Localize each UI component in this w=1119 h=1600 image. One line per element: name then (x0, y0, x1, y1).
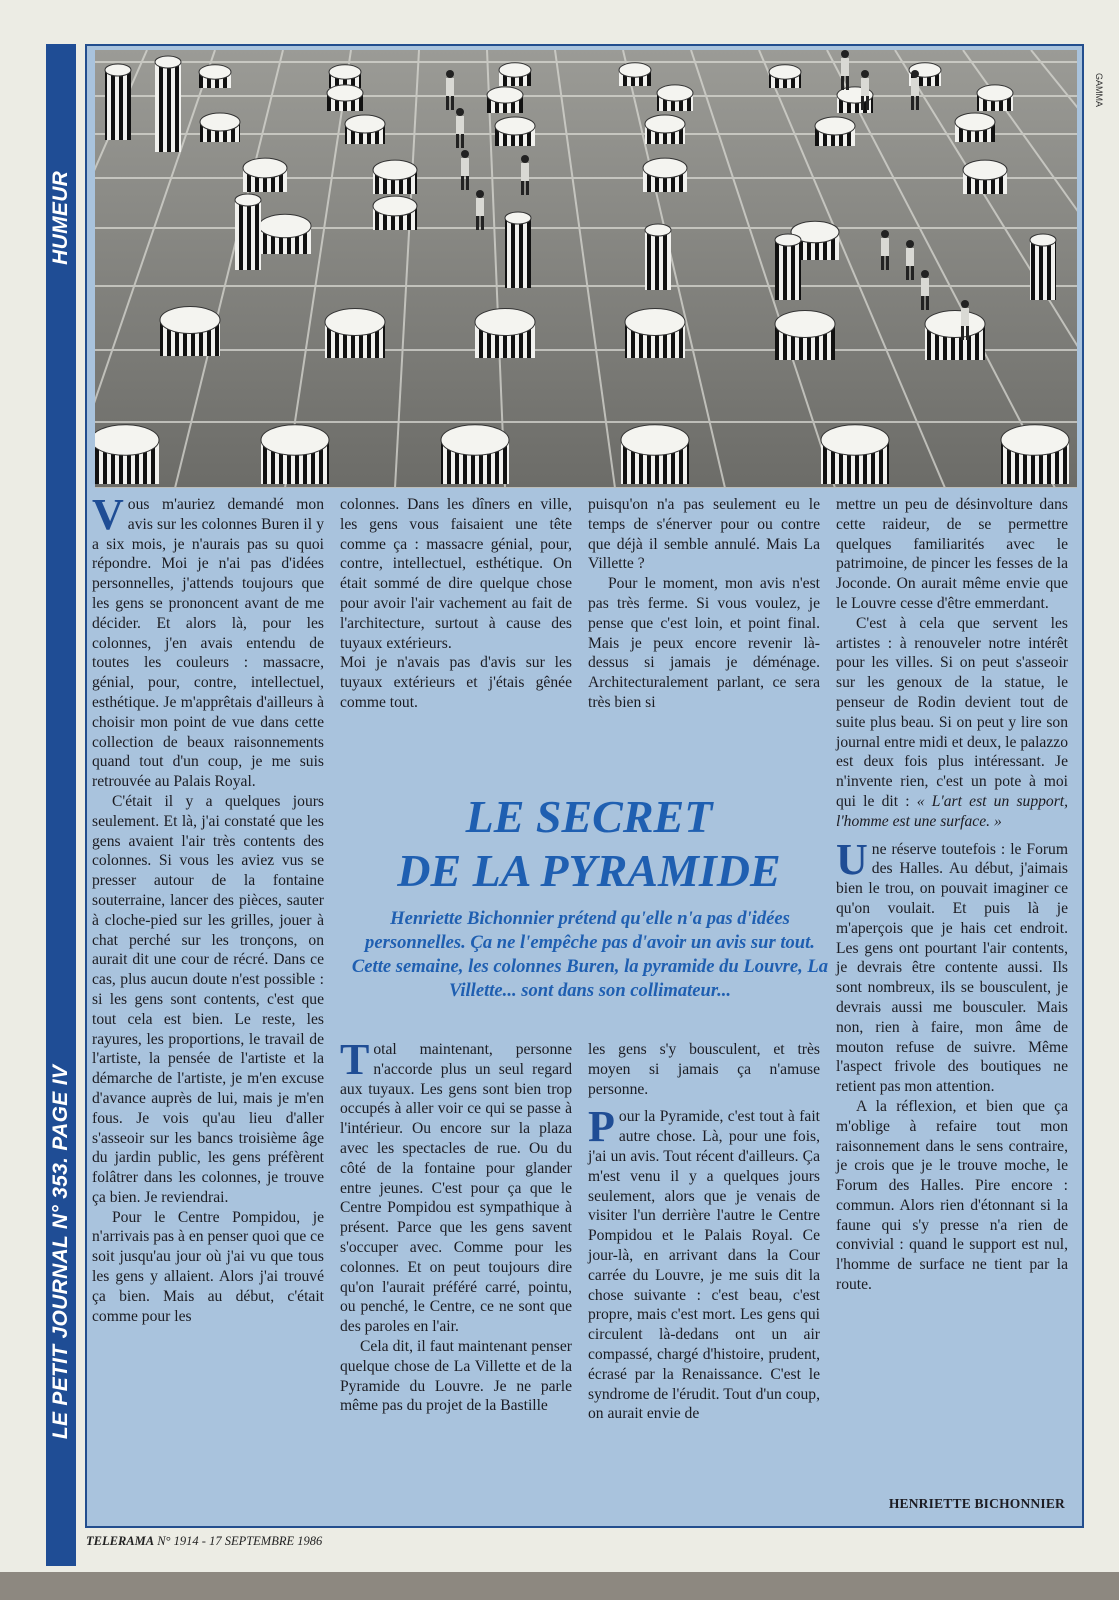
col4-paragraph-1: mettre un peu de désinvolture dans cette raideur, de se permettre quelques familiarités avec le patrimoine, de pincer les fesses de la Joconde. On aurait même envie que le Louvre cesse d'être emmerdant. (836, 496, 1068, 612)
person-figure (861, 70, 869, 78)
article-chapeau: Henriette Bichonnier prétend qu'elle n'a pas d'idées personnelles. Ça ne l'empêche pas d'avoir un avis sur tout. Cette semaine, les colonnes Buren, la pyramide du Louvre, La Villette... sont dans son collimateur... (351, 908, 829, 1001)
col2b-paragraph-2: Cela dit, il faut maintenant penser quelque chose de La Villette et de la Pyramide du Louvre. Je ne parle même pas du projet de la Bastille (340, 1337, 572, 1415)
running-head-text (49, 171, 73, 1439)
title-line-2: DE LA PYRAMIDE (397, 845, 781, 896)
drop-cap-p: P (588, 1102, 615, 1152)
col3-paragraph-2: Pour le moment, mon avis n'est pas très ferme. Si vous voulez, je pense que c'est loin, et point final. Mais je peux encore revenir là-dessus si jamais je déménage. Architecturalement parlant, ce sera très bien si (588, 575, 820, 711)
running-head-label: LE PETIT JOURNAL N° 353. PAGE IV (49, 1064, 72, 1440)
person-figure (521, 155, 529, 163)
col3-paragraph-1: puisqu'on n'a pas seulement eu le temps de s'énerver pour ou contre que déjà il semble annulé. Mais La Villette ? (588, 496, 820, 573)
photo-illustration (95, 50, 1077, 488)
column-3-top (588, 495, 820, 713)
column-2-bottom (340, 1035, 572, 1416)
issue-info: N° 1914 - 17 SEPTEMBRE 1986 (157, 1534, 323, 1548)
person-figure (461, 150, 469, 158)
column-tall (775, 240, 801, 300)
photo-credit (1092, 50, 1106, 130)
col4-paragraph-2: C'est à cela que servent les artistes : à renouveler notre intérêt pour les villes. Si on peut s'asseoir sur les genoux de la statue, le penseur de Rodin devient tout de suite plus beau. Si on peut y lire son journal entre midi et deux, le palazzo est deux fois plus intéressant. Je n'invente rien, c'est un pote à moi qui le dit : « L'art est un support, l'homme est une surface. » (836, 614, 1069, 830)
col2b-paragraph-1: Total maintenant, personne n'accorde plus un seul regard aux tuyaux. Les gens sont bien trop occupés à aller voir ce qui se passe à l'intérieur. Ou encore sur la plaza avec les spectacles de rue. Ou du côté de la fontaine pour glander entre jeunes. C'est pour ça que le Centre Pompidou est sympathique à présent. Parce que les gens savent s'occuper avec. Comme pour les colonnes. Et on peut toujours dire qu'on l'aurait préféré carré, pointu, ou penché, le Centre, ce ne sont que des paroles en l'air. (340, 1035, 572, 1336)
column-tall (235, 200, 261, 270)
column-tall (645, 230, 671, 290)
col3b-paragraph-1: les gens s'y bousculent, et très moyen si jamais ça n'amuse personne. (588, 1041, 820, 1098)
magazine-name: TELERAMA (86, 1534, 155, 1548)
person-figure (961, 300, 969, 308)
drop-cap-v: V (92, 490, 124, 539)
column-4 (836, 495, 1068, 1295)
col2-paragraph-2: Moi je n'avais pas d'avis sur les tuyaux extérieurs et j'étais gênée comme tout. (340, 654, 572, 711)
col4-paragraph-4: A la réflexion, et bien que ça m'oblige à refaire tout mon raisonnement dans le sens contraire, je crois que je le trouve moche, le Forum des Halles. Pire encore : commun. Alors rien d'étonnant si la faune qui s'y presse n'a rien de convivial : quand le support est nul, l'homme de surface ne tient par la route. (836, 1097, 1068, 1294)
author-signature: HENRIETTE BICHONNIER (888, 1496, 1065, 1511)
column-tall (1030, 240, 1056, 300)
person-figure (881, 230, 889, 238)
person-figure (921, 270, 929, 278)
page-edge-shadow (0, 1572, 1119, 1600)
col2-paragraph-1: colonnes. Dans les dîners en ville, les gens vous faisaient une tête comme ça : massacre génial, pour, contre, intellectuel, esthétique. On était sommé de dire quelque chose pour avoir l'air vachement au fait de l'architecture, surtout à cause des tuyaux extérieurs. (340, 496, 572, 652)
quote: « L'art est un support, l'homme est une surface. » (836, 792, 1069, 830)
column-tall (105, 70, 131, 140)
photo-credit-text: GAMMA (1094, 72, 1104, 108)
title-line-1: LE SECRET (465, 791, 713, 842)
drop-cap-u: U (836, 834, 868, 884)
column-1 (92, 490, 324, 1326)
person-figure (906, 240, 914, 248)
article-title (340, 790, 838, 898)
person-figure (911, 70, 919, 78)
col1-paragraph-1: Vous m'auriez demandé mon avis sur les colonnes Buren il y a six mois, je n'aurais pas su quoi répondre. Moi je n'ai pas d'idées personnelles, j'attends toujours que les gens se prononcent avant de me décider. Et alors là, pour les colonnes, j'en avais entendu de toutes les couleurs : massacre, génial, pour, contre, intellectuel, esthétique. Je m'apprêtais d'ailleurs à choisir mon point de vue dans cette collection de beaux raisonnements quand tout d'un coup, je me suis retrouvée au Palais Royal. (92, 490, 324, 791)
running-head-sidebar (46, 44, 76, 1566)
column-tall (505, 218, 531, 288)
column-3-bottom (588, 1040, 820, 1424)
section-label: HUMEUR (49, 170, 72, 265)
photo-buren-columns (95, 50, 1077, 488)
column-tall (155, 62, 181, 152)
col1-paragraph-3: Pour le Centre Pompidou, je n'arrivais pas à en penser quoi que ce soit jusqu'au jour où j'ai vu que tous les gens y allaient. Alors j'ai trouvé ça bien. Mais au début, c'était comme pour les (92, 1208, 324, 1325)
column-2-top (340, 495, 572, 713)
person-figure (446, 70, 454, 78)
col1-paragraph-2: C'était il y a quelques jours seulement. Et là, j'ai constaté que les gens avaient l'air très contents des colonnes. Si vous les aviez vus se presser autour de la fontaine souterraine, lancer des pièces, sauter à cloche-pied sur les grilles, jouer à chat perché sur les tronçons, on aurait dit une cour de récré. Dans ce cas, plus aucun doute n'est possible : si les gens sont contents, c'est que tout cela est bien. Le reste, les rayures, les proportions, le travail de l'artiste, la pensée de l'artiste et la démarche de l'artiste, je m'en excuse d'avance auprès de lui, mais je m'en fous. Je vois qu'au lieu d'aller s'asseoir sur les bancs troisième âge du jardin public, les gens préfèrent folâtrer dans les colonnes, je trouve ça bien. Je reviendrai. (92, 792, 324, 1206)
drop-cap-t: T (340, 1035, 370, 1084)
col4-paragraph-3: Une réserve toutefois : le Forum des Halles. Au début, j'aimais bien le trou, on pouvait imaginer ce qu'on voulait. Et puis là je m'aperçois que je hais cet endroit. Les gens ont pourtant l'air contents, je devrais être contente aussi. Ils sont nombreux, ils se bousculent, je devrais aussi me bousculer. Mais non, rien à faire, mon âme de mouton refuse de suivre. Même l'aspect frivole des boutiques ne retient pas mon attention. (836, 834, 1068, 1096)
person-figure (456, 108, 464, 116)
person-figure (476, 190, 484, 198)
col3b-paragraph-2: Pour la Pyramide, c'est tout à fait autre chose. Là, pour une fois, j'ai un avis. Tout récent d'ailleurs. Ça m'est venu il y a quelques jours seulement, alors que je venais de visiter l'un derrière l'autre le Centre Pompidou et le Palais Royal. Ce jour-là, en arrivant dans la Cour carrée du Louvre, je me suis dit la chose suivante : c'est beau, c'est propre, mais c'est mort. Les gens qui circulent là-dedans ont un air compassé, chargé d'histoire, prudent, écrasé par la Renaissance. C'est le syndrome de l'érudit. Tout d'un coup, on aurait envie de (588, 1102, 820, 1423)
person-figure (841, 50, 849, 58)
page-footer (86, 1534, 322, 1549)
